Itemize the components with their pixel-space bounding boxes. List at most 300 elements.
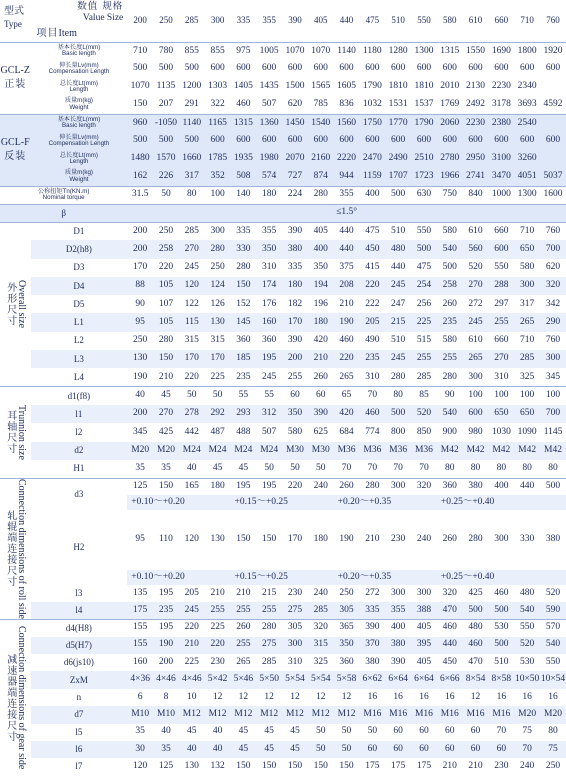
value-cell: 150	[236, 534, 251, 545]
value-cell: 278	[184, 408, 199, 419]
value-cell: 600	[391, 135, 406, 146]
value-cell: 16	[419, 691, 429, 702]
value-cell: 310	[262, 261, 277, 272]
value-cell: 510	[391, 335, 406, 346]
value-cell: 155	[133, 639, 148, 650]
value-cell: 60	[393, 726, 403, 737]
value-cell: M30	[311, 444, 330, 455]
value-cell: 16	[393, 691, 403, 702]
value-cell: 210	[313, 353, 328, 364]
value-cell: 175	[133, 604, 148, 615]
param-label	[31, 114, 128, 132]
value-cell: 255	[210, 604, 225, 615]
value-cell: 310	[287, 656, 303, 667]
table-row	[0, 186, 566, 204]
table-row	[0, 619, 566, 636]
value-cell: 280	[236, 261, 251, 272]
dim-label: d7	[74, 709, 84, 720]
value-cell: 1980	[259, 153, 279, 164]
value-cell: 2540	[517, 117, 537, 128]
value-cell: 630	[416, 189, 432, 200]
value-cell: 1785	[208, 153, 228, 164]
value-cell: 380	[391, 639, 406, 650]
value-cell: 235	[158, 604, 174, 615]
value-cell: 800	[391, 426, 406, 437]
value-cell: 390	[365, 622, 380, 633]
value-cell: 12	[212, 691, 223, 702]
value-cell: 1750	[362, 117, 382, 128]
value-cell: 405	[416, 656, 432, 667]
value-cell: 3260	[517, 153, 537, 164]
value-cell: 460	[468, 639, 483, 650]
value-cell: 250	[158, 225, 174, 236]
value-cell: 1360	[259, 117, 279, 128]
value-cell: 60	[290, 390, 300, 401]
tolerance-cell: +0.10～+0.20	[131, 571, 185, 582]
value-cell: 500	[158, 63, 174, 74]
value-cell: 330	[236, 243, 251, 254]
value-cell: 190	[133, 371, 148, 382]
torque-label	[0, 186, 127, 204]
value-cell: 125	[133, 481, 148, 492]
value-cell: M12	[337, 709, 356, 720]
size-label-en: Size	[106, 13, 124, 23]
value-cell: 2070	[285, 153, 305, 164]
trunnion-size-label	[0, 387, 31, 478]
param-label-cn: 伸长量Lv(mm)	[59, 133, 99, 141]
value-cell: 150	[287, 761, 303, 772]
value-cell: 175	[391, 761, 406, 772]
table-row	[0, 332, 566, 350]
value-cell: 245	[391, 280, 406, 291]
value-cell: 390	[313, 408, 328, 419]
table-row	[0, 442, 566, 460]
value-cell: 220	[158, 261, 174, 272]
value-cell: 1300	[517, 189, 537, 200]
value-cell: 80	[496, 463, 507, 473]
value-cell: 300	[391, 481, 406, 492]
value-cell: 442	[184, 426, 199, 437]
value-cell: 5×58	[336, 674, 357, 685]
value-cell: 317	[520, 298, 535, 309]
value-cell: 440	[520, 481, 535, 492]
value-cell: 1600	[543, 189, 563, 200]
value-cell: 625	[313, 426, 328, 437]
value-cell: 10×50	[514, 674, 540, 685]
value-cell: 10	[187, 691, 197, 702]
value-cell: M36	[414, 444, 433, 455]
value-cell: 1531	[388, 99, 408, 109]
value-cell: 280	[158, 335, 174, 346]
value-cell: 285	[313, 604, 328, 615]
value-cell: 150	[313, 761, 328, 772]
param-label	[31, 60, 128, 78]
value-cell: 350	[287, 408, 303, 419]
value-cell: 1810	[414, 81, 434, 92]
value-cell: 80	[393, 390, 403, 401]
value-cell: M12	[285, 709, 304, 720]
value-cell: 400	[494, 481, 509, 492]
value-cell: 50	[316, 463, 326, 473]
value-cell: 4×36	[130, 674, 150, 685]
value-cell: 208	[339, 280, 354, 291]
value-cell: 405	[416, 622, 432, 633]
value-cell: 600	[468, 135, 483, 146]
value-cell: 425	[158, 426, 174, 437]
value-cell: M20	[157, 444, 175, 455]
size-header-cell: 390	[288, 15, 302, 26]
value-cell: 312	[262, 408, 277, 419]
value-cell: 500	[184, 63, 199, 74]
value-cell: 200	[133, 225, 148, 236]
value-cell: 215	[391, 316, 406, 327]
value-cell: 1140	[337, 45, 356, 56]
value-cell: 1300	[414, 45, 434, 56]
value-cell: -1050	[154, 117, 178, 128]
value-cell: 370	[365, 639, 380, 650]
value-cell: 1005	[259, 45, 279, 56]
value-cell: 70	[341, 463, 352, 473]
beta-label: β	[61, 207, 66, 218]
value-cell: 600	[468, 408, 483, 419]
value-cell: 1070	[285, 45, 305, 56]
value-cell: 16	[444, 691, 455, 702]
value-cell: 220	[184, 371, 199, 382]
table-row	[0, 460, 566, 478]
value-cell: 1135	[156, 81, 176, 92]
gear-side-label	[0, 619, 31, 776]
size-header-cell: 335	[236, 15, 251, 26]
value-cell: 1070	[311, 45, 331, 56]
value-cell: 250	[133, 335, 148, 346]
value-cell: 245	[468, 316, 483, 327]
table-row	[0, 637, 566, 654]
value-cell: 1810	[388, 81, 408, 92]
value-cell: 280	[468, 534, 483, 545]
value-cell: M12	[234, 709, 253, 720]
value-cell: 600	[313, 63, 328, 74]
value-cell: 150	[158, 481, 174, 492]
value-cell: M36	[337, 444, 356, 455]
value-cell: 1769	[440, 99, 460, 109]
value-cell: 1537	[414, 99, 434, 109]
value-cell: M20	[518, 709, 537, 720]
value-cell: 710	[520, 335, 535, 346]
table-row	[0, 240, 566, 258]
size-header-cell: 660	[494, 15, 509, 26]
value-cell: M10	[131, 709, 150, 720]
param-label-en: Weight	[69, 175, 89, 183]
value-cell: 210	[468, 761, 483, 772]
value-cell: 650	[494, 408, 509, 419]
value-cell: 330	[520, 534, 535, 545]
size-label-cn: 规格	[102, 1, 124, 13]
value-cell: 1770	[388, 117, 408, 128]
param-label-cn: 质量m(kg)	[64, 97, 93, 105]
item-label-en: Item	[58, 27, 77, 39]
tolerance-cell: +0.25～+0.40	[440, 571, 495, 582]
dim-label: D2(h8)	[65, 243, 92, 254]
size-header-cell: 250	[159, 15, 173, 26]
value-cell: 265	[236, 656, 251, 667]
value-cell: 300	[416, 587, 432, 598]
type-header	[0, 0, 31, 42]
value-cell: 3178	[491, 99, 511, 109]
value-cell: 1550	[466, 45, 486, 56]
table-row	[0, 602, 566, 619]
item-header	[31, 26, 128, 42]
value-cell: 487	[210, 426, 225, 437]
value-cell: 550	[494, 261, 509, 272]
value-cell: 235	[236, 371, 251, 382]
beta-value: ≤1.5°	[336, 207, 358, 218]
tolerance-cell: +0.25～+0.40	[440, 496, 495, 507]
value-cell: 255	[494, 316, 509, 327]
value-cell: 5×50	[259, 674, 279, 685]
table-row	[0, 42, 566, 60]
value-cell: 12	[290, 691, 300, 702]
value-cell: 285	[520, 353, 535, 364]
value-cell: 4×46	[181, 674, 202, 685]
value-cell: 600	[494, 135, 509, 146]
value-cell: 230	[494, 761, 509, 772]
value-cell: 45	[290, 726, 300, 737]
value-cell: 300	[391, 587, 406, 598]
value-cell: 600	[545, 135, 561, 146]
value-cell: 1935	[233, 153, 253, 164]
value-cell: 335	[287, 261, 303, 272]
value-cell: 105	[158, 280, 174, 291]
value-cell: 195	[158, 622, 174, 633]
table-row	[0, 478, 566, 495]
value-cell: 107	[158, 298, 174, 309]
gear-side-label-cn: 减速器端连接尺寸	[4, 653, 16, 742]
size-header-cell: 440	[339, 15, 354, 26]
value-cell: 320	[442, 587, 457, 598]
value-cell: 300	[520, 280, 535, 291]
value-cell: 125	[158, 761, 174, 772]
value-cell: 1070	[130, 81, 150, 92]
value-cell: 185	[236, 353, 251, 364]
value-cell: 650	[520, 243, 535, 254]
value-cell: 507	[262, 426, 277, 437]
value-cell: 165	[184, 481, 199, 492]
value-cell: 395	[416, 639, 432, 650]
param-label-en: Compensation Length	[48, 140, 110, 147]
value-size-header	[31, 0, 128, 26]
value-cell: 200	[133, 408, 148, 419]
value-cell: M24	[234, 444, 253, 455]
value-cell: 235	[365, 353, 380, 364]
dim-label: L3	[73, 353, 84, 364]
value-cell: 110	[159, 534, 173, 545]
value-cell: 540	[442, 408, 457, 419]
value-cell: 380	[287, 243, 303, 254]
value-cell: 260	[313, 371, 328, 382]
value-cell: 2130	[466, 81, 486, 92]
value-cell: 70	[522, 743, 532, 754]
table-row	[0, 259, 566, 277]
table-row	[0, 96, 566, 114]
value-cell: 88	[135, 280, 145, 291]
value-cell: 600	[468, 63, 483, 74]
value-cell: 322	[210, 99, 225, 109]
value-cell: 600	[313, 135, 328, 146]
table-row	[0, 295, 566, 313]
value-cell: 280	[210, 243, 225, 254]
value-cell: 120	[184, 280, 199, 291]
value-cell: 207	[158, 99, 174, 109]
value-cell: 220	[365, 280, 380, 291]
value-cell: M30	[285, 444, 304, 455]
dim-label: D5	[73, 298, 85, 309]
dim-label: d4(H8)	[65, 622, 92, 633]
value-cell: 180	[262, 189, 277, 200]
value-cell: 195	[158, 587, 174, 598]
value-cell	[540, 78, 566, 96]
value-cell: 1280	[388, 45, 408, 56]
value-cell: 6×66	[439, 674, 460, 685]
value-cell: 600	[262, 63, 277, 74]
value-cell: 12	[264, 691, 274, 702]
param-label-en: Weight	[69, 103, 89, 111]
table-row	[0, 758, 566, 775]
value-cell: 500	[494, 604, 509, 615]
value-cell: 210	[184, 639, 199, 650]
value-cell: 600	[545, 63, 561, 74]
value-cell: 345	[545, 371, 561, 382]
value-cell: 315	[313, 639, 328, 650]
value-cell: 480	[391, 243, 406, 254]
value-cell: 80	[187, 189, 197, 200]
value-cell: 380	[545, 534, 561, 545]
value-cell: 1303	[208, 81, 228, 92]
value-cell: 400	[313, 243, 328, 254]
dim-label: L2	[73, 335, 84, 346]
value-cell: 400	[391, 622, 406, 633]
value-cell: 600	[391, 63, 406, 74]
value-cell: 245	[391, 353, 406, 364]
value-cell: 1315	[233, 117, 253, 128]
value-cell: 850	[416, 426, 432, 437]
torque-label-en: Nominal torque	[42, 194, 85, 201]
value-cell: 135	[133, 587, 148, 598]
value-cell: 727	[287, 171, 303, 181]
table-row	[0, 277, 566, 295]
table-row	[0, 78, 566, 96]
value-cell: 684	[339, 426, 354, 437]
value-cell: 470	[442, 604, 457, 615]
value-cell: 90	[135, 298, 145, 309]
value-cell: 285	[416, 371, 432, 382]
value-cell: 365	[339, 622, 354, 633]
value-cell: 100	[494, 390, 509, 401]
value-cell: 270	[184, 243, 199, 254]
value-cell: M24	[208, 444, 227, 455]
value-cell: 176	[262, 298, 277, 309]
value-cell: 260	[442, 298, 457, 309]
table-row	[0, 741, 566, 758]
type-label-en: Type	[4, 18, 22, 29]
dim-label: n	[76, 691, 82, 702]
value-cell: 1000	[491, 189, 511, 200]
value-cell: 297	[494, 298, 509, 309]
value-cell: 415	[365, 261, 380, 272]
value-cell: 2010	[440, 81, 460, 92]
value-cell: 230	[287, 587, 303, 598]
value-cell: 600	[520, 63, 535, 74]
value-cell: 240	[313, 481, 328, 492]
value-cell: 230	[210, 656, 225, 667]
dim-label: d5(H7)	[65, 639, 92, 650]
value-cell: 388	[416, 604, 432, 615]
value-cell: 40	[187, 743, 197, 754]
value-cell: 190	[339, 534, 354, 545]
value-cell: 220	[184, 622, 199, 633]
roll-side-label-wrap	[0, 479, 31, 619]
value-cell: 3100	[491, 153, 511, 164]
value-cell: 210	[365, 534, 380, 545]
dim-label: d1(f8)	[67, 390, 91, 401]
size-header-cell: 760	[546, 15, 560, 26]
param-label	[31, 78, 128, 96]
param-label-en: Basic length	[62, 122, 96, 130]
dim-label: H2	[73, 542, 85, 553]
param-label-cn: 基本长度L(mm)	[57, 43, 101, 51]
value-cell: 175	[365, 761, 380, 772]
value-cell: 70	[496, 726, 507, 737]
value-cell: 320	[545, 280, 561, 291]
roll-side-label-en: Connection dimensions of roll side	[15, 478, 27, 619]
trunnion-size-label-cn: 耳轴尺寸	[4, 410, 16, 455]
value-cell: 490	[365, 335, 380, 346]
value-cell: 80	[522, 463, 532, 473]
value-cell: 30	[135, 743, 145, 754]
value-cell: 220	[339, 353, 354, 364]
value-cell: 520	[545, 587, 561, 598]
value-cell: 944	[339, 171, 354, 181]
value-cell: 390	[391, 656, 406, 667]
value-cell: 520	[468, 261, 483, 272]
value-cell: 292	[210, 408, 225, 419]
value-cell: 3693	[517, 99, 537, 109]
value-cell: 55	[238, 390, 249, 401]
value-cell: 210	[339, 298, 354, 309]
value-cell: 1030	[491, 426, 511, 437]
value-cell: M24	[260, 444, 279, 455]
overall-size-label	[0, 222, 31, 387]
value-cell: 50	[290, 463, 300, 473]
value-cell: 120	[133, 761, 148, 772]
value-cell: 272	[468, 298, 483, 309]
table-row	[0, 132, 566, 150]
value-cell: 5×42	[207, 674, 228, 685]
dim-label: l5	[75, 726, 83, 737]
value-cell: 2380	[491, 117, 511, 128]
value-cell: 1032	[362, 99, 382, 109]
value-cell: 235	[442, 316, 457, 327]
value-cell: 305	[339, 604, 354, 615]
value-cell: 194	[313, 280, 328, 291]
param-label-en: Basic length	[62, 50, 96, 58]
value-cell: 315	[210, 335, 225, 346]
table-row	[0, 405, 566, 423]
value-cell: 40	[187, 463, 197, 473]
dim-label: d3	[74, 488, 84, 499]
value-cell: 480	[520, 587, 535, 598]
value-cell: 8×58	[491, 674, 512, 685]
dim-label: l6	[75, 744, 83, 755]
